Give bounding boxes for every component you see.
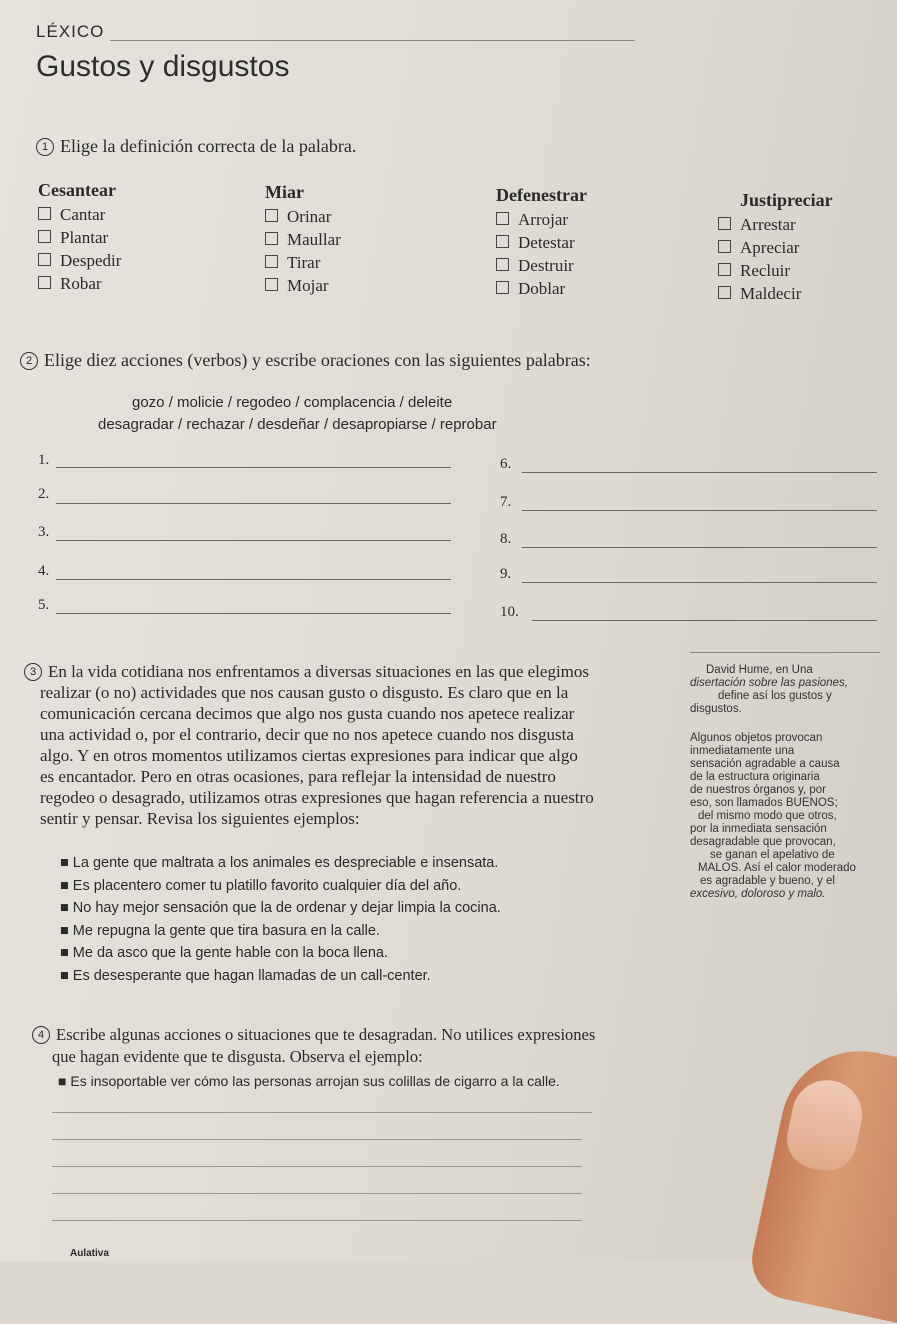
exercise-2-instruction: 2 Elige diez acciones (verbos) y escribe oraciones con las siguientes palabras: (20, 350, 591, 371)
examples-list (60, 852, 580, 987)
exercise-number-badge: 1 (36, 138, 54, 156)
writing-line[interactable] (52, 1139, 582, 1140)
writing-line[interactable] (52, 1166, 582, 1167)
checkbox[interactable] (718, 286, 731, 299)
option-row[interactable]: Doblar (496, 279, 696, 299)
answer-number: 7. (500, 494, 512, 510)
ex1-word: Cesantear (38, 180, 116, 200)
checkbox[interactable] (265, 209, 278, 222)
answer-number: 2. (38, 486, 50, 502)
answer-number: 3. (38, 524, 50, 540)
ex1-column-3 (496, 185, 696, 299)
ex1-word: Defenestrar (496, 185, 587, 205)
checkbox[interactable] (496, 258, 509, 271)
option-row[interactable]: Tirar (265, 253, 465, 273)
writing-line[interactable] (52, 1193, 582, 1194)
word-bank-line-2: desagradar / rechazar / desdeñar / desapropiarse / reprobar (98, 416, 497, 433)
ex1-column-1 (38, 180, 238, 294)
list-item: ■ Me repugna la gente que tira basura en la calle. (60, 922, 380, 939)
answer-number: 8. (500, 531, 512, 547)
answer-number: 6. (500, 456, 512, 472)
option-row[interactable]: Mojar (265, 276, 465, 296)
option-row[interactable]: Cantar (38, 205, 238, 225)
section-label: LÉXICO (36, 22, 105, 41)
option-row[interactable]: Detestar (496, 233, 696, 253)
answer-line[interactable] (56, 540, 451, 541)
answer-line[interactable] (56, 579, 451, 580)
checkbox[interactable] (265, 232, 278, 245)
page-title: Gustos y disgustos (36, 50, 290, 83)
option-row[interactable]: Maullar (265, 230, 465, 250)
answer-number: 5. (38, 597, 50, 613)
answer-line[interactable] (522, 582, 877, 583)
header-rule (110, 40, 635, 41)
option-row[interactable]: Recluir (718, 261, 888, 281)
option-row[interactable]: Arrojar (496, 210, 696, 230)
writing-line[interactable] (52, 1112, 592, 1113)
answer-line[interactable] (56, 613, 451, 614)
checkbox[interactable] (496, 212, 509, 225)
checkbox[interactable] (265, 255, 278, 268)
option-row[interactable]: Apreciar (718, 238, 888, 258)
sidebar-rule (690, 652, 880, 653)
answer-number: 4. (38, 563, 50, 579)
option-row[interactable]: Arrestar (718, 215, 888, 235)
exercise-number-badge: 4 (32, 1026, 50, 1044)
checkbox[interactable] (265, 278, 278, 291)
exercise-4-example: ■ Es insoportable ver cómo las personas arrojan sus colillas de cigarro a la calle. (58, 1073, 560, 1089)
checkbox[interactable] (38, 276, 51, 289)
checkbox[interactable] (718, 217, 731, 230)
option-row[interactable]: Plantar (38, 228, 238, 248)
answer-number: 1. (38, 452, 50, 468)
list-item: ■ No hay mejor sensación que la de ordenar y dejar limpia la cocina. (60, 900, 501, 916)
checkbox[interactable] (38, 230, 51, 243)
word-bank-line-1: gozo / molicie / regodeo / complacencia / deleite (132, 394, 453, 411)
exercise-1-instruction: 1 Elige la definición correcta de la palabra. (36, 136, 356, 157)
exercise-number-badge: 3 (24, 663, 42, 681)
list-item: ■ Me da asco que la gente hable con la boca llena. (60, 945, 388, 961)
thumb (745, 1036, 897, 1324)
checkbox[interactable] (38, 207, 51, 220)
list-item: ■ Es placentero comer tu platillo favorito cualquier día del año. (60, 877, 462, 894)
ex1-word: Justipreciar (740, 190, 833, 210)
list-item: ■ La gente que maltrata a los animales es despreciable e insensata. (60, 855, 499, 871)
hume-sidebar: David Hume, en Una disertación sobre las pasiones, define así los gustos y disgustos. Algunos objetos provocan inmediatamente una sensación agradable a causa de la estructura originaria de nuestros órganos y, por eso, son llamados BUENOS; del mismo modo que otros, por la inmediata sensación desagradable que provocan, se ganan el apelativo de MALOS. Así el calor moderado es agradable y bueno, y el excesivo, doloroso y malo. (690, 664, 856, 900)
answer-line[interactable] (522, 472, 877, 473)
answer-number: 9. (500, 566, 512, 582)
exercise-number-badge: 2 (20, 352, 38, 370)
checkbox[interactable] (496, 281, 509, 294)
publisher-logo: Aulativa (70, 1248, 109, 1259)
option-row[interactable]: Robar (38, 274, 238, 294)
option-row[interactable]: Maldecir (718, 284, 888, 304)
answer-line[interactable] (56, 503, 451, 504)
checkbox[interactable] (718, 263, 731, 276)
checkbox[interactable] (38, 253, 51, 266)
exercise-3-paragraph: 3 En la vida cotidiana nos enfrentamos a diversas situaciones en las que elegimos realizar (o no) actividades que nos causan gusto o disgusto. Es claro que en la comunicación cercana decimos que algo nos gusta cuando nos apetece realizar una actividad o, por el contrario, decir que no nos apetece cuando nos disgusta algo. Y en otros momentos utilizamos ciertas expresiones para indicar que algo es encantador. Pero en otras ocasiones, para reflejar la intensidad de nuestro regodeo o desagrado, utilizamos otras expresiones que hagan referencia a nuestro sentir y pensar. Revisa los siguientes ejemplos: (24, 661, 664, 829)
option-row[interactable]: Orinar (265, 207, 465, 227)
answer-line[interactable] (522, 510, 877, 511)
answer-line[interactable] (56, 467, 451, 468)
exercise-4-instruction: 4 Escribe algunas acciones o situaciones que te desagradan. No utilices expresiones que hagan evidente que te disgusta. Observa el ejemplo: (32, 1024, 595, 1068)
ex1-column-4 (718, 190, 888, 304)
option-row[interactable]: Despedir (38, 251, 238, 271)
writing-line[interactable] (52, 1220, 582, 1221)
answer-line[interactable] (532, 620, 877, 621)
checkbox[interactable] (496, 235, 509, 248)
list-item: ■ Es desesperante que hagan llamadas de un call-center. (60, 967, 431, 984)
ex1-column-2 (265, 182, 465, 296)
answer-number: 10. (500, 604, 519, 620)
checkbox[interactable] (718, 240, 731, 253)
ex1-word: Miar (265, 182, 304, 202)
option-row[interactable]: Destruir (496, 256, 696, 276)
answer-line[interactable] (522, 547, 877, 548)
